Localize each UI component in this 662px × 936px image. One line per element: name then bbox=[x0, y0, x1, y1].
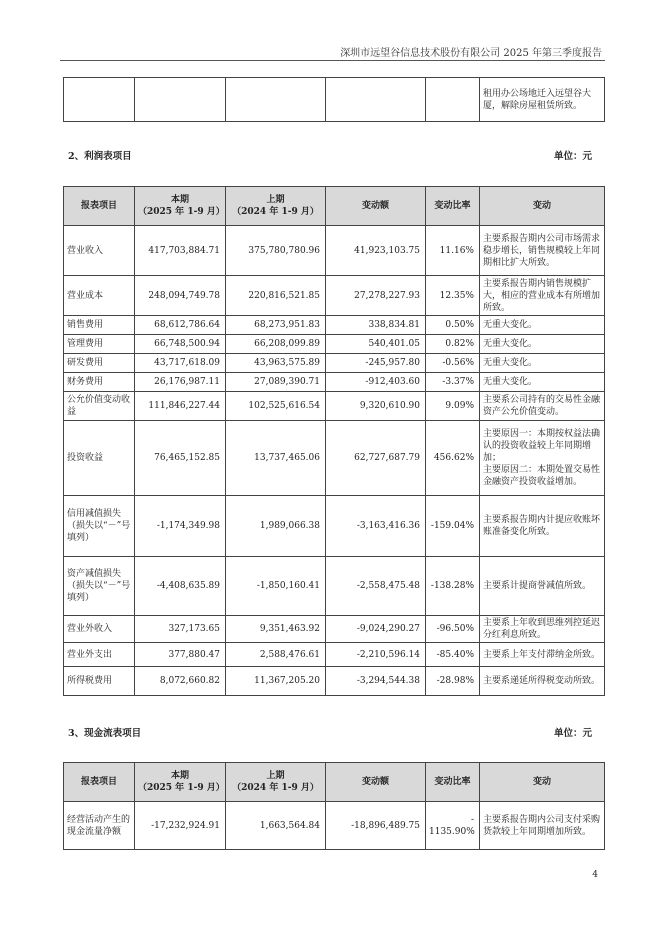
row-previous-value: 375,780,780.96 bbox=[226, 226, 326, 276]
document-header-title: 深圳市远望谷信息技术股份有限公司 2025 年第三季度报告 bbox=[340, 48, 602, 59]
table-row bbox=[64, 557, 605, 616]
row-change-value: -2,210,596.14 bbox=[326, 643, 426, 667]
row-change-note: 主要原因一：本期按权益法确认的投资收益较上年同期增加； 主要原因二：本期处置交易性金融资产投资收益增加。 bbox=[480, 421, 605, 496]
row-item-label: 经营活动产生的现金流量净额 bbox=[64, 802, 135, 850]
row-previous-value: 2,588,476.61 bbox=[226, 643, 326, 667]
table-row bbox=[64, 276, 605, 316]
row-change-value: 27,278,227.93 bbox=[326, 276, 426, 316]
table-row bbox=[64, 496, 605, 557]
row-item-label: 营业收入 bbox=[64, 226, 135, 276]
column-header: 变动 bbox=[480, 187, 605, 226]
row-previous-value: 27,089,390.71 bbox=[226, 373, 326, 392]
fragment-note: 租用办公场地迁入远望谷大厦，解除房屋租赁所致。 bbox=[480, 78, 605, 122]
row-item-label: 资产减值损失（损失以“－”号填列） bbox=[64, 557, 135, 616]
fragment-cell bbox=[426, 78, 480, 122]
row-previous-value: 68,273,951.83 bbox=[226, 316, 326, 335]
row-change-ratio: -0.56% bbox=[426, 354, 480, 373]
row-change-value: -9,024,290.27 bbox=[326, 616, 426, 643]
row-change-note: 主要系报告期内公司支付采购货款较上年同期增加所致。 bbox=[480, 802, 605, 850]
table-row bbox=[64, 335, 605, 354]
fragment-cell bbox=[226, 78, 326, 122]
row-change-value: -3,294,544.38 bbox=[326, 667, 426, 696]
row-current-value: 43,717,618.09 bbox=[135, 354, 226, 373]
row-change-ratio: 456.62% bbox=[426, 421, 480, 496]
column-header: 变动 bbox=[480, 763, 605, 802]
row-change-ratio: 11.16% bbox=[426, 226, 480, 276]
row-change-value: -245,957.80 bbox=[326, 354, 426, 373]
row-previous-value: 13,737,465.06 bbox=[226, 421, 326, 496]
table-row bbox=[64, 226, 605, 276]
row-change-ratio: - 1135.90% bbox=[426, 802, 480, 850]
column-header: 报表项目 bbox=[64, 763, 135, 802]
row-previous-value: 11,367,205.20 bbox=[226, 667, 326, 696]
column-header: 变动比率 bbox=[426, 187, 480, 226]
row-previous-value: 1,989,066.38 bbox=[226, 496, 326, 557]
table-row bbox=[64, 802, 605, 850]
previous-table-fragment bbox=[63, 77, 605, 122]
row-change-note: 主要系上年支付滞纳金所致。 bbox=[480, 643, 605, 667]
row-change-value: -18,896,489.75 bbox=[326, 802, 426, 850]
row-change-value: 41,923,103.75 bbox=[326, 226, 426, 276]
row-previous-value: 43,963,575.89 bbox=[226, 354, 326, 373]
row-change-note: 无重大变化。 bbox=[480, 373, 605, 392]
row-current-value: -4,408,635.89 bbox=[135, 557, 226, 616]
row-item-label: 营业外支出 bbox=[64, 643, 135, 667]
table-row bbox=[64, 354, 605, 373]
row-item-label: 研发费用 bbox=[64, 354, 135, 373]
row-change-value: -912,403.60 bbox=[326, 373, 426, 392]
row-item-label: 信用减值损失（损失以“－”号填列） bbox=[64, 496, 135, 557]
row-change-note: 主要系上年收到思维列控延迟分红利息所致。 bbox=[480, 616, 605, 643]
row-change-ratio: -85.40% bbox=[426, 643, 480, 667]
row-change-ratio: 0.50% bbox=[426, 316, 480, 335]
row-item-label: 投资收益 bbox=[64, 421, 135, 496]
row-change-note: 无重大变化。 bbox=[480, 316, 605, 335]
row-current-value: 417,703,884.71 bbox=[135, 226, 226, 276]
row-change-note: 主要系计提商誉减值所致。 bbox=[480, 557, 605, 616]
column-header: 报表项目 bbox=[64, 187, 135, 226]
row-item-label: 所得税费用 bbox=[64, 667, 135, 696]
row-change-note: 无重大变化。 bbox=[480, 354, 605, 373]
column-header: 本期 （2025 年 1-9 月） bbox=[135, 187, 226, 226]
cash-flow-table bbox=[63, 762, 605, 850]
cash-flow-section-title: 3、现金流表项目 bbox=[68, 728, 142, 739]
row-change-note: 无重大变化。 bbox=[480, 335, 605, 354]
fragment-cell bbox=[135, 78, 226, 122]
row-item-label: 财务费用 bbox=[64, 373, 135, 392]
row-change-ratio: 12.35% bbox=[426, 276, 480, 316]
row-change-value: 338,834.81 bbox=[326, 316, 426, 335]
row-item-label: 营业外收入 bbox=[64, 616, 135, 643]
column-header: 变动额 bbox=[326, 187, 426, 226]
row-previous-value: 9,351,463.92 bbox=[226, 616, 326, 643]
table-row bbox=[64, 316, 605, 335]
row-previous-value: -1,850,160.41 bbox=[226, 557, 326, 616]
row-change-note: 主要系报告期内销售规模扩大，相应的营业成本有所增加所致。 bbox=[480, 276, 605, 316]
row-current-value: -1,174,349.98 bbox=[135, 496, 226, 557]
table-row bbox=[64, 421, 605, 496]
row-current-value: -17,232,924.91 bbox=[135, 802, 226, 850]
table-row bbox=[64, 643, 605, 667]
row-change-ratio: 9.09% bbox=[426, 392, 480, 421]
row-change-ratio: -3.37% bbox=[426, 373, 480, 392]
row-item-label: 销售费用 bbox=[64, 316, 135, 335]
row-change-value: -2,558,475.48 bbox=[326, 557, 426, 616]
row-current-value: 8,072,660.82 bbox=[135, 667, 226, 696]
income-statement-table bbox=[63, 186, 605, 696]
row-previous-value: 66,208,099.89 bbox=[226, 335, 326, 354]
row-change-value: -3,163,416.36 bbox=[326, 496, 426, 557]
fragment-cell bbox=[326, 78, 426, 122]
row-change-ratio: -96.50% bbox=[426, 616, 480, 643]
row-change-note: 主要系报告期内计提应收账坏账准备变化所致。 bbox=[480, 496, 605, 557]
row-current-value: 248,094,749.78 bbox=[135, 276, 226, 316]
row-current-value: 111,846,227.44 bbox=[135, 392, 226, 421]
fragment-cell bbox=[64, 78, 135, 122]
row-change-ratio: -28.98% bbox=[426, 667, 480, 696]
row-current-value: 26,176,987.11 bbox=[135, 373, 226, 392]
row-item-label: 营业成本 bbox=[64, 276, 135, 316]
row-current-value: 68,612,786.64 bbox=[135, 316, 226, 335]
page-number: 4 bbox=[592, 870, 598, 880]
row-change-value: 9,320,610.90 bbox=[326, 392, 426, 421]
column-header: 本期 （2025 年 1-9 月） bbox=[135, 763, 226, 802]
table-row bbox=[64, 616, 605, 643]
table-row bbox=[64, 667, 605, 696]
row-current-value: 66,748,500.94 bbox=[135, 335, 226, 354]
row-change-note: 主要系递延所得税变动所致。 bbox=[480, 667, 605, 696]
column-header: 变动额 bbox=[326, 763, 426, 802]
column-header: 上期 （2024 年 1-9 月） bbox=[226, 187, 326, 226]
row-change-ratio: -138.28% bbox=[426, 557, 480, 616]
row-previous-value: 220,816,521.85 bbox=[226, 276, 326, 316]
row-current-value: 76,465,152.85 bbox=[135, 421, 226, 496]
row-item-label: 公允价值变动收益 bbox=[64, 392, 135, 421]
row-change-ratio: 0.82% bbox=[426, 335, 480, 354]
row-previous-value: 1,663,564.84 bbox=[226, 802, 326, 850]
row-change-value: 540,401.05 bbox=[326, 335, 426, 354]
row-previous-value: 102,525,616.54 bbox=[226, 392, 326, 421]
cash-flow-unit: 单位：元 bbox=[553, 728, 592, 739]
income-statement-section-title: 2、利润表项目 bbox=[68, 151, 132, 162]
income-statement-unit: 单位：元 bbox=[553, 151, 592, 162]
row-change-value: 62,727,687.79 bbox=[326, 421, 426, 496]
row-change-note: 主要系公司持有的交易性金融资产公允价值变动。 bbox=[480, 392, 605, 421]
table-row bbox=[64, 373, 605, 392]
row-item-label: 管理费用 bbox=[64, 335, 135, 354]
header-divider bbox=[60, 60, 605, 61]
row-current-value: 377,880.47 bbox=[135, 643, 226, 667]
column-header: 上期 （2024 年 1-9 月） bbox=[226, 763, 326, 802]
row-current-value: 327,173.65 bbox=[135, 616, 226, 643]
row-change-ratio: -159.04% bbox=[426, 496, 480, 557]
table-row bbox=[64, 392, 605, 421]
column-header: 变动比率 bbox=[426, 763, 480, 802]
row-change-note: 主要系报告期内公司市场需求稳步增长，销售规模较上年同期相比扩大所致。 bbox=[480, 226, 605, 276]
